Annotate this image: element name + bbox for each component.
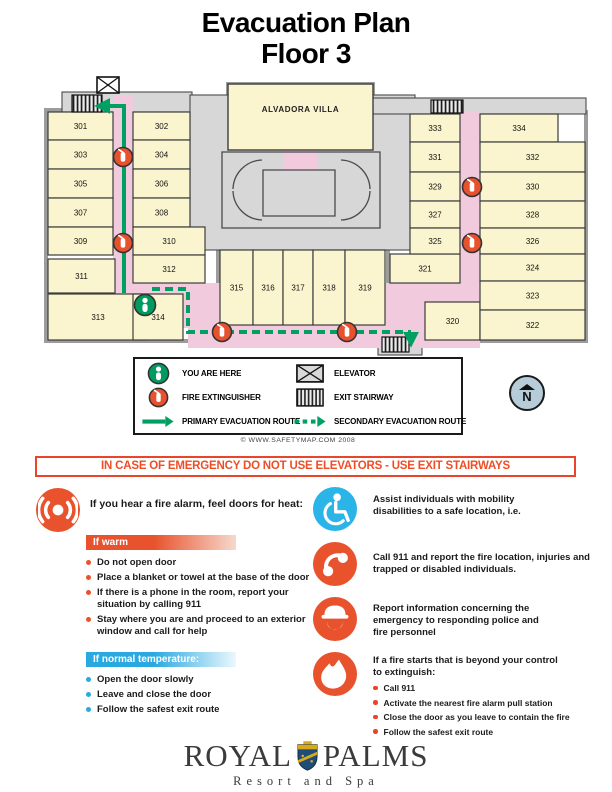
title-line-1: Evacuation Plan bbox=[201, 7, 411, 38]
if-warm-list bbox=[86, 557, 326, 641]
bullet-dot bbox=[86, 575, 91, 580]
legend-icon-slot bbox=[293, 364, 327, 383]
room-label-308: 308 bbox=[154, 208, 169, 218]
bullet-item bbox=[373, 712, 588, 723]
floor-plan bbox=[0, 0, 612, 362]
legend-label: YOU ARE HERE bbox=[182, 368, 242, 378]
legend-label: SECONDARY EVACUATION ROUTE bbox=[334, 416, 467, 426]
alvadora-villa-label: ALVADORA VILLA bbox=[261, 105, 340, 114]
arrow-dashed-icon bbox=[293, 416, 327, 427]
bullet-item bbox=[373, 727, 588, 738]
fire-extinguisher-icon bbox=[114, 148, 133, 167]
legend-label: EXIT STAIRWAY bbox=[334, 392, 394, 402]
room-label-319: 319 bbox=[358, 283, 372, 293]
room-label-310: 310 bbox=[162, 237, 176, 246]
logo bbox=[0, 739, 612, 773]
bullet-dot bbox=[86, 617, 91, 622]
police-officer-icon bbox=[313, 597, 357, 641]
fire-extinguisher-icon bbox=[463, 178, 482, 197]
emergency-banner: IN CASE OF EMERGENCY DO NOT USE ELEVATORS - USE EXIT STAIRWAYS bbox=[35, 456, 576, 477]
fire-extinguisher-icon bbox=[338, 323, 357, 342]
fire-alarm-glyph bbox=[38, 493, 78, 527]
room-label-329: 329 bbox=[428, 182, 442, 192]
room-label-306: 306 bbox=[154, 179, 169, 189]
flame-icon bbox=[313, 652, 357, 696]
fire-extinguisher-icon bbox=[463, 234, 482, 253]
bullet-text: Do not open door bbox=[97, 557, 177, 568]
room-label-307: 307 bbox=[73, 208, 88, 218]
legend-label: FIRE EXTINGUISHER bbox=[182, 392, 261, 402]
flame-glyph bbox=[318, 657, 352, 691]
bullet-item bbox=[373, 698, 588, 709]
exit-stairway-icon bbox=[431, 100, 463, 113]
bullet-item bbox=[86, 674, 326, 686]
legend-icon-slot bbox=[141, 416, 175, 427]
room-label-320: 320 bbox=[445, 317, 460, 326]
room-label-324: 324 bbox=[525, 263, 540, 273]
elevator-icon bbox=[97, 77, 119, 93]
fire-header-text: If a fire starts that is beyond your control to extinguish: bbox=[373, 655, 558, 678]
fire-extinguisher-icon bbox=[147, 386, 170, 409]
bullet-item bbox=[86, 572, 326, 584]
legend-icon-slot bbox=[293, 388, 327, 407]
bullet-dot bbox=[373, 686, 378, 691]
room-label-312: 312 bbox=[162, 265, 176, 274]
bullet-text: Stay where you are and proceed to an exterior window and call for help bbox=[97, 614, 306, 637]
arrow-solid-icon bbox=[141, 416, 175, 427]
logo-word-royal: ROYAL bbox=[183, 738, 292, 773]
compass bbox=[509, 375, 545, 411]
bullet-text: Open the door slowly bbox=[97, 674, 194, 685]
room-label-322: 322 bbox=[525, 321, 540, 330]
bullet-text: Follow the safest exit route bbox=[97, 704, 220, 715]
bullet-dot bbox=[86, 692, 91, 697]
bullet-dot bbox=[86, 590, 91, 595]
legend-item bbox=[141, 386, 293, 409]
wheelchair-glyph bbox=[318, 492, 352, 526]
wheelchair-icon bbox=[313, 487, 357, 531]
legend-icon-slot bbox=[141, 386, 175, 409]
you-are-here-icon bbox=[135, 295, 156, 316]
bullet-item bbox=[86, 614, 326, 638]
room-label-321: 321 bbox=[418, 264, 432, 274]
bullet-text: Leave and close the door bbox=[97, 689, 212, 700]
bullet-item bbox=[86, 704, 326, 716]
room-label-313: 313 bbox=[91, 313, 105, 322]
compass-north-label: N bbox=[522, 388, 532, 404]
room-label-318: 318 bbox=[322, 283, 336, 293]
bullet-item bbox=[86, 557, 326, 569]
legend-label: PRIMARY EVACUATION ROUTE bbox=[182, 416, 301, 426]
room-label-311: 311 bbox=[75, 272, 88, 281]
room-label-333: 333 bbox=[428, 124, 442, 133]
if-normal-header: If normal temperature: bbox=[86, 652, 236, 667]
bullet-text: Call 911 bbox=[383, 683, 416, 693]
room-label-331: 331 bbox=[428, 153, 442, 162]
logo-word-palms: PALMS bbox=[322, 738, 429, 773]
legend-item bbox=[293, 364, 466, 383]
room-label-301: 301 bbox=[73, 122, 88, 131]
you-are-here-icon bbox=[147, 362, 170, 385]
bullet-text: Activate the nearest fire alarm pull station bbox=[383, 697, 553, 708]
if-normal-list bbox=[86, 674, 326, 719]
room-label-330: 330 bbox=[525, 182, 540, 192]
bullet-dot bbox=[373, 729, 378, 734]
legend-item bbox=[141, 416, 301, 427]
title-line-2: Floor 3 bbox=[261, 38, 351, 69]
common-area bbox=[370, 98, 586, 114]
alarm-instruction-text: If you hear a fire alarm, feel doors for heat: bbox=[90, 498, 303, 510]
logo-tagline: Resort and Spa bbox=[233, 774, 379, 788]
room-label-315: 315 bbox=[229, 283, 244, 293]
bullet-dot bbox=[373, 715, 378, 720]
bullet-dot bbox=[86, 677, 91, 682]
room-label-304: 304 bbox=[154, 150, 169, 160]
legend bbox=[133, 357, 467, 435]
legend-item bbox=[293, 388, 466, 407]
fire-extinguisher-icon bbox=[114, 234, 133, 253]
room-label-317: 317 bbox=[291, 283, 305, 293]
report-text: Report information concerning the emergency to responding police and fire personnel bbox=[373, 603, 539, 638]
elevator-icon bbox=[296, 364, 324, 383]
fire-alarm-icon bbox=[36, 488, 80, 532]
room-label-302: 302 bbox=[154, 122, 169, 131]
room-label-328: 328 bbox=[525, 210, 540, 220]
legend-icon-slot bbox=[141, 362, 175, 385]
bullet-dot bbox=[86, 707, 91, 712]
exit-stairway-icon bbox=[296, 388, 324, 407]
room-label-314: 314 bbox=[151, 313, 165, 322]
room-label-325: 325 bbox=[428, 237, 442, 246]
alvadora-villa bbox=[228, 84, 373, 150]
room-label-309: 309 bbox=[73, 237, 88, 246]
if-warm-header: If warm bbox=[86, 535, 236, 550]
room-label-334: 334 bbox=[512, 124, 526, 133]
exit-stairway-icon bbox=[72, 95, 102, 112]
bullet-text: Follow the safest exit route bbox=[383, 726, 494, 737]
legend-item bbox=[141, 362, 293, 385]
room-label-305: 305 bbox=[73, 179, 88, 189]
police-officer-glyph bbox=[318, 602, 352, 636]
phone-glyph bbox=[318, 547, 352, 581]
room-label-332: 332 bbox=[525, 153, 540, 162]
bullet-item bbox=[86, 689, 326, 701]
fire-list bbox=[373, 683, 588, 741]
bullet-item bbox=[373, 683, 588, 694]
room-label-327: 327 bbox=[428, 210, 442, 220]
room-label-316: 316 bbox=[261, 283, 275, 293]
bullet-text: If there is a phone in the room, report your situation by calling 911 bbox=[97, 587, 289, 610]
legend-icon-slot bbox=[293, 416, 327, 427]
copyright-text: © WWW.SAFETYMAP.COM 2008 bbox=[240, 437, 356, 444]
bullet-text: Close the door as you leave to contain the fire bbox=[383, 712, 570, 722]
legend-item bbox=[293, 416, 466, 427]
legend-label: ELEVATOR bbox=[334, 368, 376, 378]
bullet-dot bbox=[373, 700, 378, 705]
fire-extinguisher-icon bbox=[213, 323, 232, 342]
bullet-item bbox=[86, 587, 326, 611]
logo-shield-icon bbox=[295, 741, 320, 772]
room-label-303: 303 bbox=[73, 150, 88, 160]
phone-icon bbox=[313, 542, 357, 586]
exit-stairway-icon bbox=[382, 337, 409, 352]
room-label-323: 323 bbox=[525, 291, 540, 301]
bullet-text: Place a blanket or towel at the base of the door bbox=[97, 572, 310, 583]
room-label-326: 326 bbox=[525, 237, 540, 246]
corridor bbox=[283, 150, 317, 170]
bullet-dot bbox=[86, 560, 91, 565]
mobility-text: Assist individuals with mobility disabilities to a safe location, i.e. bbox=[373, 494, 521, 517]
call911-text: Call 911 and report the fire location, injuries and trapped or disabled individuals. bbox=[373, 552, 590, 575]
